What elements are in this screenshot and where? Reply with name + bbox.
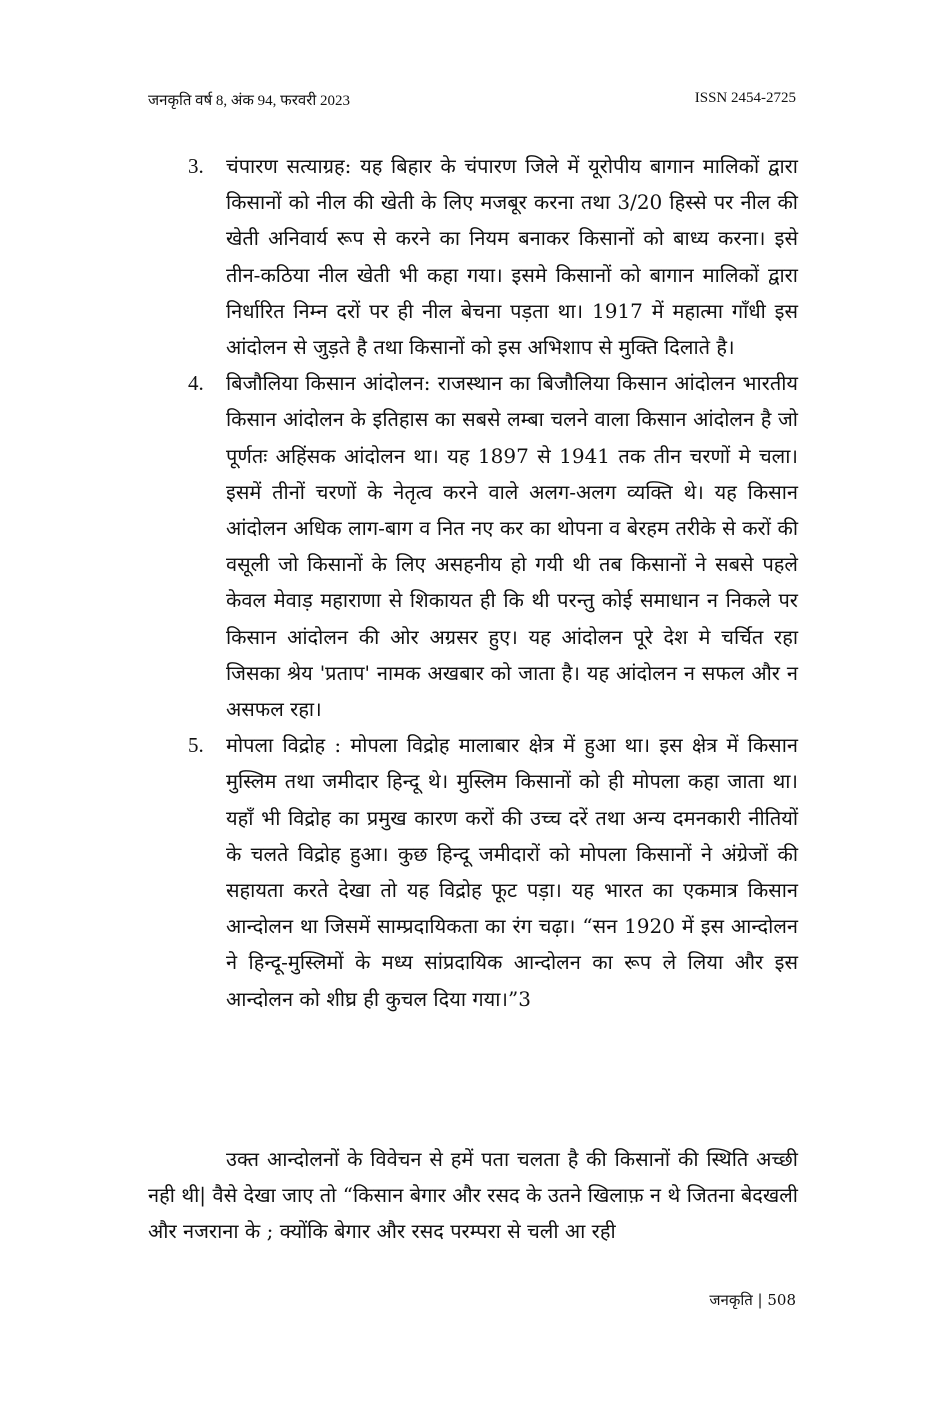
list-item-number: 5. (188, 733, 204, 758)
list-item-number: 3. (188, 154, 204, 178)
numbered-list (148, 148, 798, 1017)
list-item (148, 148, 798, 365)
page-footer: जनकृति | 508 (709, 1291, 796, 1309)
list-item-number: 4. (188, 371, 204, 396)
list-item (148, 727, 798, 1017)
list-item-text: मोपला विद्रोह : मोपला विद्रोह मालाबार क्षेत्र में हुआ था। इस क्षेत्र में किसान मुस्लिम तथा जमीदार हिन्दू थे। मुस्लिम किसानों को ही मोपला कहा जाता था। यहाँ भी विद्रोह का प्रमुख कारण करों की उच्च दरें तथा अन्य दमनकारी नीतियों के चलते विद्रोह हुआ। कुछ हिन्दू जमीदारों को मोपला किसानों ने अंग्रेजों की सहायता करते देखा तो यह विद्रोह फूट पड़ा। यह भारत का एकमात्र किसान आन्दोलन था जिसमें साम्प्रदायिकता का रंग चढ़ा। “सन 1920 में इस आन्दोलन ने हिन्दू-मुस्लिमों के मध्य सांप्रदायिक आन्दोलन का रूप ले लिया और इस आन्दोलन को शीघ्र ही कुचल दिया गया।”3 (226, 733, 798, 1011)
issn-number: ISSN 2454-2725 (694, 90, 796, 106)
list-item-text: चंपारण सत्याग्रह: यह बिहार के चंपारण जिले में यूरोपीय बागान मालिकों द्वारा किसानों को नील की खेती के लिए मजबूर करना तथा 3/20 हिस्से पर नील की खेती अनिवार्य रूप से करने का नियम बनाकर किसानों को बाध्य करना। इसे तीन-कठिया नील खेती भी कहा गया। इसमे किसानों को बागान मालिकों द्वारा निर्धारित निम्न दरों पर ही नील बेचना पड़ता था। 1917 में महात्मा गाँधी इस आंदोलन से जुड़ते है तथा किसानों को इस अभिशाप से मुक्ति दिलाते है। (226, 154, 798, 360)
body-paragraph: उक्त आन्दोलनों के विवेचन से हमें पता चलता है की किसानों की स्थिति अच्छी नही थी| वैसे देखा जाए तो “किसान बेगार और रसद के उतने खिलाफ़ न थे जितना बेदखली और नजराना के ; क्योंकि बेगार और रसद परम्परा से चली आ रही (148, 1147, 798, 1244)
journal-info: जनकृति वर्ष 8, अंक 94, फरवरी 2023 (148, 93, 350, 109)
list-item (148, 365, 798, 727)
list-item-text: बिजौलिया किसान आंदोलन: राजस्थान का बिजौलिया किसान आंदोलन भारतीय किसान आंदोलन के इतिहास का सबसे लम्बा चलने वाला किसान आंदोलन है जो पूर्णतः अहिंसक आंदोलन था। यह 1897 से 1941 तक तीन चरणों मे चला। इसमें तीनों चरणों के नेतृत्व करने वाले अलग-अलग व्यक्ति थे। यह किसान आंदोलन अधिक लाग-बाग व नित नए कर का थोपना व बेरहम तरीके से करों की वसूली जो किसानों के लिए असहनीय हो गयी थी तब किसानों ने सबसे पहले केवल मेवाड़ महाराणा से शिकायत ही कि थी परन्तु कोई समाधान न निकले पर किसान आंदोलन की ओर अग्रसर हुए। यह आंदोलन पूरे देश मे चर्चित रहा जिसका श्रेय 'प्रताप' नामक अखबार को जाता है। यह आंदोलन न सफल और न असफल रहा। (226, 371, 798, 722)
page-header (148, 90, 796, 114)
